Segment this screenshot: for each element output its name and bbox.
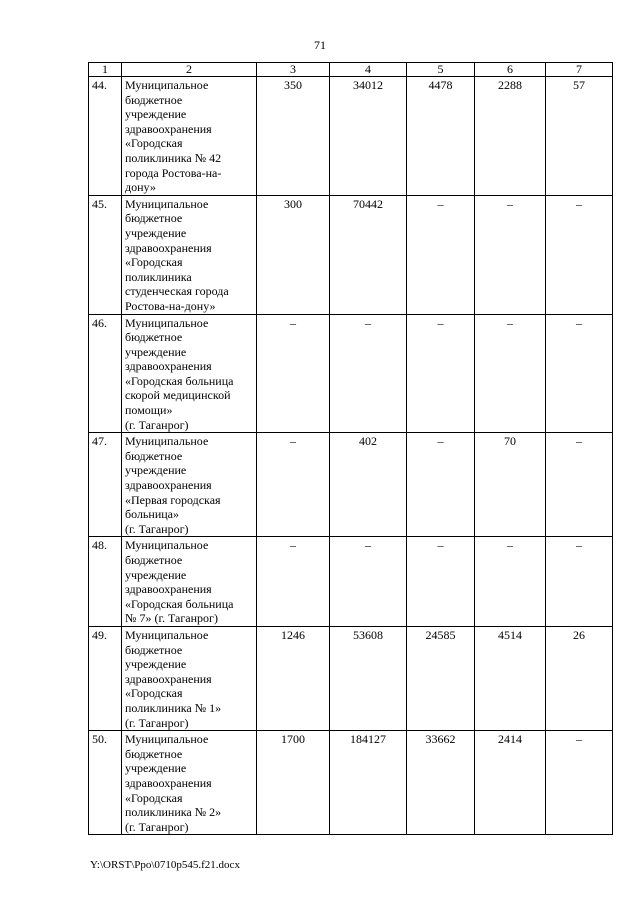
institution-name: Муниципальное бюджетное учреждение здравоохранения «Городская больница скорой медицинской помощи» (г. Таганрог) <box>122 314 257 433</box>
cell-col7: – <box>546 433 613 537</box>
cell-col5: 33662 <box>407 731 475 835</box>
data-table <box>88 62 613 835</box>
cell-col5: 24585 <box>407 626 475 730</box>
cell-col7: 57 <box>546 77 613 196</box>
table-row <box>89 77 613 196</box>
page-number: 71 <box>314 38 326 52</box>
cell-col5: – <box>407 537 475 627</box>
row-number: 45. <box>89 195 122 314</box>
cell-col3: – <box>257 537 330 627</box>
cell-col6: 2414 <box>475 731 546 835</box>
cell-col6: – <box>475 537 546 627</box>
cell-col7: – <box>546 314 613 433</box>
table-row <box>89 626 613 730</box>
cell-col6: 2288 <box>475 77 546 196</box>
cell-col4: 53608 <box>330 626 407 730</box>
cell-col6: – <box>475 195 546 314</box>
header-row <box>89 63 613 77</box>
cell-col6: 70 <box>475 433 546 537</box>
cell-col6: – <box>475 314 546 433</box>
table-row <box>89 731 613 835</box>
cell-col4: 402 <box>330 433 407 537</box>
cell-col3: – <box>257 314 330 433</box>
cell-col5: – <box>407 433 475 537</box>
table-row <box>89 314 613 433</box>
institution-name: Муниципальное бюджетное учреждение здравоохранения «Городская поликлиника студенческая города Ростова-на-дону» <box>122 195 257 314</box>
cell-col3: 350 <box>257 77 330 196</box>
cell-col3: 1246 <box>257 626 330 730</box>
cell-col4: 184127 <box>330 731 407 835</box>
row-number: 48. <box>89 537 122 627</box>
cell-col5: 4478 <box>407 77 475 196</box>
table-row <box>89 195 613 314</box>
column-header: 4 <box>330 63 407 77</box>
cell-col7: 26 <box>546 626 613 730</box>
cell-col3: – <box>257 433 330 537</box>
column-header: 6 <box>475 63 546 77</box>
table-row <box>89 433 613 537</box>
row-number: 49. <box>89 626 122 730</box>
row-number: 47. <box>89 433 122 537</box>
row-number: 44. <box>89 77 122 196</box>
cell-col5: – <box>407 314 475 433</box>
table-row <box>89 537 613 627</box>
cell-col4: 70442 <box>330 195 407 314</box>
cell-col4: – <box>330 537 407 627</box>
cell-col3: 300 <box>257 195 330 314</box>
institution-name: Муниципальное бюджетное учреждение здравоохранения «Городская больница № 7» (г. Таганрог) <box>122 537 257 627</box>
cell-col7: – <box>546 195 613 314</box>
column-header: 1 <box>89 63 122 77</box>
cell-col4: 34012 <box>330 77 407 196</box>
cell-col5: – <box>407 195 475 314</box>
file-path-footer: Y:\ORST\Ppo\0710p545.f21.docx <box>90 859 240 871</box>
column-header: 2 <box>122 63 257 77</box>
column-header: 7 <box>546 63 613 77</box>
cell-col4: – <box>330 314 407 433</box>
cell-col6: 4514 <box>475 626 546 730</box>
column-header: 5 <box>407 63 475 77</box>
cell-col3: 1700 <box>257 731 330 835</box>
institution-name: Муниципальное бюджетное учреждение здравоохранения «Первая городская больница» (г. Таганрог) <box>122 433 257 537</box>
row-number: 46. <box>89 314 122 433</box>
institution-name: Муниципальное бюджетное учреждение здравоохранения «Городская поликлиника № 1» (г. Таганрог) <box>122 626 257 730</box>
institution-name: Муниципальное бюджетное учреждение здравоохранения «Городская поликлиника № 42 города Ростова-на- дону» <box>122 77 257 196</box>
cell-col7: – <box>546 537 613 627</box>
cell-col7: – <box>546 731 613 835</box>
row-number: 50. <box>89 731 122 835</box>
institution-name: Муниципальное бюджетное учреждение здравоохранения «Городская поликлиника № 2» (г. Таганрог) <box>122 731 257 835</box>
column-header: 3 <box>257 63 330 77</box>
